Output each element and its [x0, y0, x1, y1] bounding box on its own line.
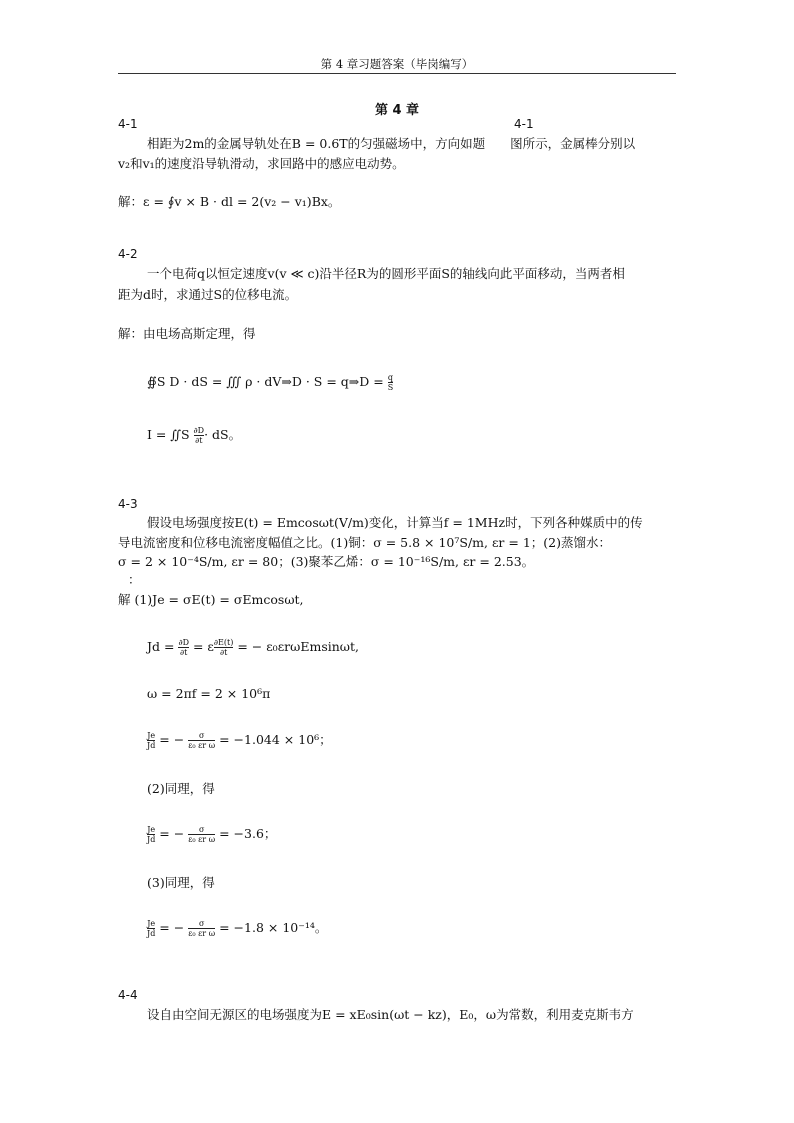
problem-text: 设自由空间无源区的电场强度为E = xE₀sin(ωt − kz)，E₀，ω为常数，利用麦克斯韦方 [147, 1007, 634, 1022]
equation-right: = − ε₀εrωEmsinωt, [233, 639, 359, 654]
equation [147, 638, 359, 657]
equation-value: = −1.044 × 10⁶； [215, 732, 332, 747]
problem-text: 假设电场强度按E(t) = Emcosωt(V/m)变化，计算当f = 1MHz时，下列各种媒质中的传 [147, 515, 643, 530]
fraction [214, 638, 233, 657]
equation-mid: = − [155, 920, 189, 935]
problem-text: v₂和v₁的速度沿导轨滑动，求回路中的感应电动势。 [118, 156, 405, 171]
fraction [188, 919, 215, 938]
problem-number: 4-2 [118, 247, 138, 261]
fraction-numerator: ∂D [193, 426, 205, 435]
equation-left: ∯S D · dS = ∭ ρ · dV⇒D · S = q⇒D = [147, 374, 388, 389]
fraction [178, 638, 189, 657]
fraction-numerator: Je [147, 825, 156, 834]
equation [147, 825, 276, 844]
fraction-denominator: ∂t [214, 647, 233, 657]
equation-value: = −1.8 × 10⁻¹⁴。 [215, 920, 328, 935]
fraction-denominator: ε₀ εr ω [188, 835, 216, 844]
equation-mid: = − [155, 826, 189, 841]
fraction-denominator: S [387, 383, 394, 392]
fraction-denominator: ∂t [195, 436, 203, 445]
chapter-title: 第 4 章 [374, 103, 420, 118]
problem-number: 4-4 [118, 988, 138, 1002]
fraction [188, 825, 215, 844]
fraction-denominator: ε₀ εr ω [188, 741, 216, 750]
fraction-numerator: ∂E(t) [213, 638, 234, 647]
fraction [194, 426, 205, 445]
problem-text: 距为d时，求通过S的位移电流。 [118, 287, 298, 302]
problem-text: 一个电荷q以恒定速度v(v ≪ c)沿半径R为的圆形平面S的轴线向此平面移动，当两者相 [147, 266, 625, 281]
equation-left: I = ∬S [147, 427, 194, 442]
fraction-denominator: Jd [147, 741, 156, 750]
problem-text: 相距为2m的金属导轨处在B = 0.6T的匀强磁场中，方向如题 图所示，金属棒分别以 [147, 136, 636, 151]
equation-mid: = − [155, 732, 189, 747]
equation [147, 919, 327, 938]
fraction-denominator: Jd [147, 929, 156, 938]
fraction-numerator: q [387, 373, 393, 382]
solution-text: 解：ε = ∮v × B · dl = 2(v₂ − v₁)Bx。 [118, 194, 341, 209]
equation [147, 373, 393, 392]
fraction-numerator: Je [147, 919, 156, 928]
equation-value: = −3.6； [215, 826, 277, 841]
equation-mid: = ε [189, 639, 214, 654]
problem-number: 4-1 [118, 117, 138, 131]
header-rule [118, 73, 676, 74]
running-header: 第 4 章习题答案（毕岗编写） [320, 57, 474, 71]
solution-text: (3)同理，得 [147, 875, 215, 890]
problem-number: 4-3 [118, 497, 138, 511]
fraction-numerator: σ [198, 919, 205, 928]
stray-colon: ： [128, 572, 141, 587]
equation: ω = 2πf = 2 × 10⁶π [147, 686, 271, 701]
fraction-numerator: σ [198, 731, 205, 740]
solution-text: (2)同理，得 [147, 781, 215, 796]
fraction-numerator: σ [198, 825, 205, 834]
fraction-denominator: ∂t [180, 648, 188, 657]
equation-left: Jd = [147, 639, 179, 654]
figure-reference: 4-1 [514, 117, 534, 131]
solution-text: 解：由电场高斯定理，得 [118, 326, 256, 341]
fraction-numerator: Je [147, 731, 156, 740]
solution-text: 解 (1)Je = σE(t) = σEmcosωt, [118, 592, 304, 607]
fraction [188, 731, 215, 750]
fraction-numerator: ∂D [178, 638, 189, 647]
fraction-denominator: ε₀ εr ω [188, 929, 216, 938]
problem-text: σ = 2 × 10⁻⁴S/m, εr = 80；(3)聚苯乙烯：σ = 10⁻¹⁶S/m, εr = 2.53。 [118, 554, 535, 569]
equation [147, 426, 241, 445]
fraction [388, 373, 393, 392]
equation [147, 731, 332, 750]
fraction-denominator: Jd [147, 835, 156, 844]
problem-text: 导电流密度和位移电流密度幅值之比。(1)铜：σ = 5.8 × 10⁷S/m, εr = 1；(2)蒸馏水： [118, 535, 611, 550]
equation-right: · dS。 [204, 427, 242, 442]
